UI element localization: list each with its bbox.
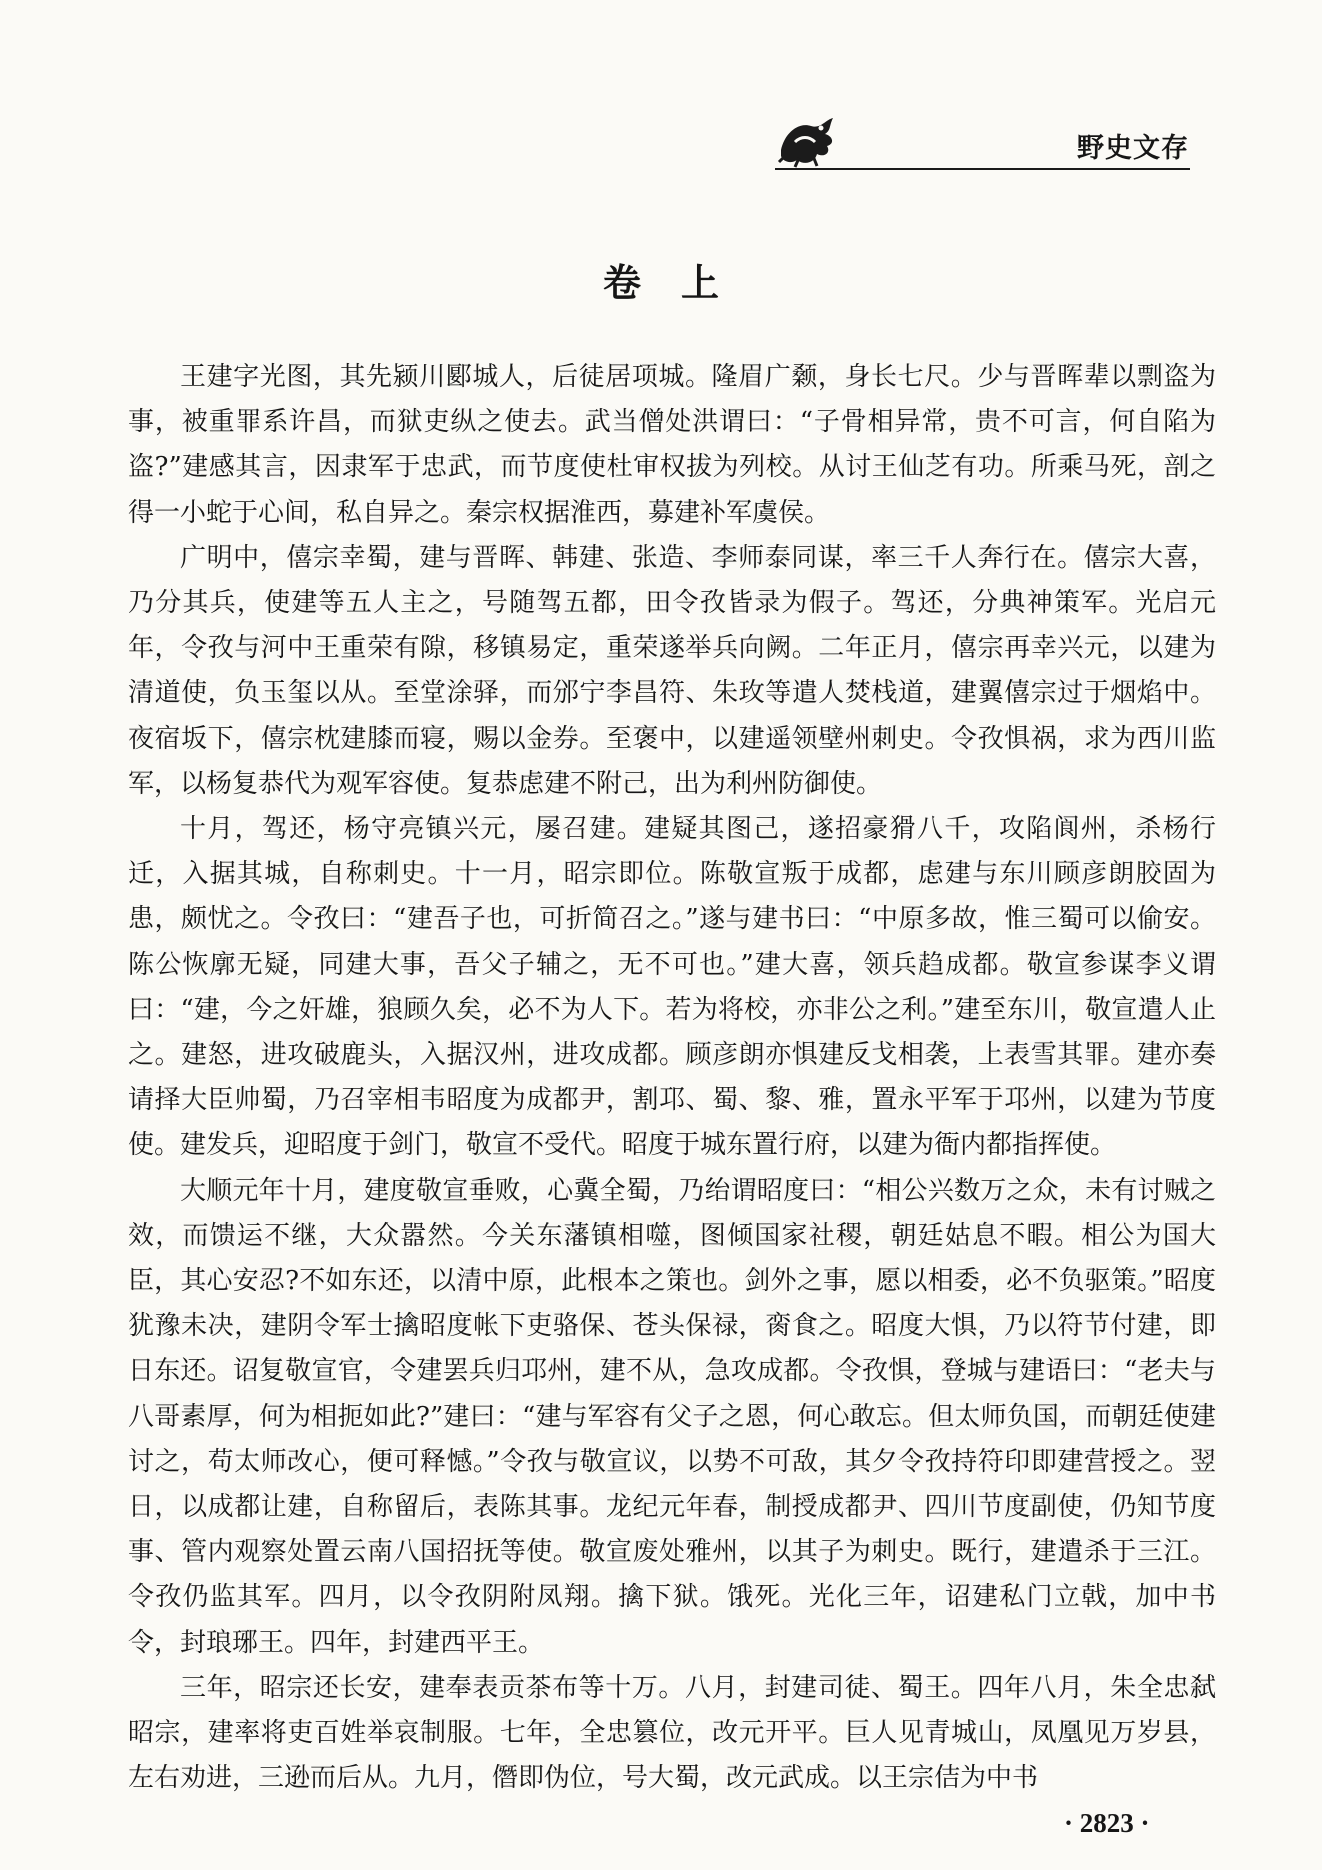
chapter-title: 卷上 <box>602 261 759 305</box>
paragraph: 广明中，僖宗幸蜀，建与晋晖、韩建、张造、李师泰同谋，率三千人奔行在。僖宗大喜，乃分其兵，使建等五人主之，号随驾五都，田令孜皆录为假子。驾还，分典神策军。光启元年，令孜与河中王重荣有隙，移镇易定，重荣遂举兵向阙。二年正月，僖宗再幸兴元，以建为清道使，负玉玺以从。至堂涂驿，而邠宁李昌符、朱玫等遣人焚栈道，建翼僖宗过于烟焰中。夜宿坂下，僖宗枕建膝而寝，赐以金券。至褒中，以建遥领壁州刺史。令孜惧祸，求为西川监军，以杨复恭代为观军容使。复恭虑建不附己，出为利州防御使。 <box>128 542 1216 799</box>
paragraph: 十月，驾还，杨守亮镇兴元，屡召建。建疑其图己，遂招豪猾八千，攻陷阆州，杀杨行迁，入据其城，自称刺史。十一月，昭宗即位。陈敬宣叛于成都，虑建与东川顾彦朗胶固为患，颇忧之。令孜曰：“建吾子也，可折简召之。”遂与建书曰：“中原多故，惟三蜀可以偷安。陈公恢廓无疑，同建大事，吾父子辅之，无不可也。”建大喜，领兵趋成都。敬宣参谋李义谓曰：“建，今之奸雄，狼顾久矣，必不为人下。若为将校，亦非公之利。”建至东川，敬宣遣人止之。建怒，进攻破鹿头，入据汉州，进攻成都。顾彦朗亦惧建反戈相袭，上表雪其罪。建亦奏请择大臣帅蜀，乃召宰相韦昭度为成都尹，割邛、蜀、黎、雅，置永平军于邛州，以建为节度使。建发兵，迎昭度于剑门，敬宣不受代。昭度于城东置行府，以建为衙内都指挥使。 <box>128 814 1216 1161</box>
running-header <box>775 108 1195 172</box>
body-text <box>128 355 1216 1802</box>
dragon-icon <box>775 112 839 168</box>
header-rule <box>775 168 1190 170</box>
series-title: 野史文存 <box>1077 133 1189 164</box>
paragraph: 三年，昭宗还长安，建奉表贡茶布等十万。八月，封建司徒、蜀王。四年八月，朱全忠弑昭宗，建率将吏百姓举哀制服。七年，全忠篡位，改元开平。巨人见青城山，凤凰见万岁县，左右劝进，三逊而后从。九月，僭即伪位，号大蜀，改元武成。以王宗佶为中书 <box>128 1672 1216 1794</box>
paragraph: 大顺元年十月，建度敬宣垂败，心冀全蜀，乃绐谓昭度曰：“相公兴数万之众，未有讨贼之效，而馈运不继，大众嚣然。今关东藩镇相噬，图倾国家社稷，朝廷姑息不暇。相公为国大臣，其心安忍?不如东还，以清中原，此根本之策也。剑外之事，愿以相委，必不负驱策。”昭度犹豫未决，建阴令军士擒昭度帐下吏骆保、苍头保禄，脔食之。昭度大惧，乃以符节付建，即日东还。诏复敬宣官，令建罢兵归邛州，建不从，急攻成都。令孜惧，登城与建语曰：“老夫与八哥素厚，何为相扼如此?”建曰：“建与军容有父子之恩，何心敢忘。但太师负国，而朝廷使建讨之，苟太师改心，便可释憾。”令孜与敬宣议，以势不可敌，其夕令孜持符印即建营授之。翌日，以成都让建，自称留后，表陈其事。龙纪元年春，制授成都尹、四川节度副使，仍知节度事、管内观察处置云南八国招抚等使。敬宣废处雅州，以其子为刺史。既行，建遣杀于三江。令孜仍监其军。四月，以令孜阴附凤翔。擒下狱。饿死。光化三年，诏建私门立戟，加中书令，封琅琊王。四年，封建西平王。 <box>128 1175 1216 1658</box>
page-number: · 2823 · <box>1064 1808 1150 1838</box>
paragraph: 王建字光图，其先颍川郾城人，后徒居项城。隆眉广颡，身长七尺。少与晋晖辈以剽盗为事，被重罪系许昌，而狱吏纵之使去。武当僧处洪谓曰：“子骨相异常，贵不可言，何自陷为盗?”建感其言，因隶军于忠武，而节度使杜审权拔为列校。从讨王仙芝有功。所乘马死，剖之得一小蛇于心间，私自异之。秦宗权据淮西，募建补军虞侯。 <box>128 362 1216 528</box>
